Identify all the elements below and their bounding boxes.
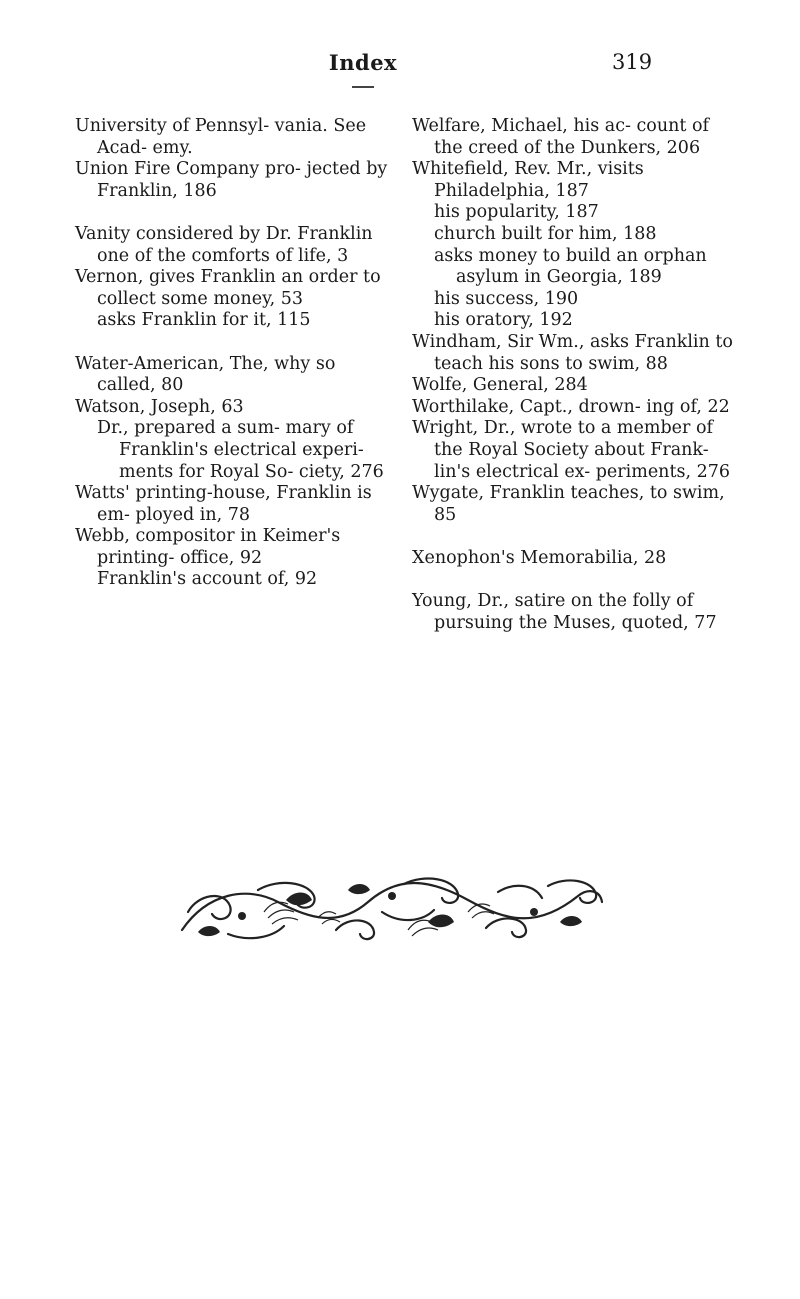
letter-gap bbox=[75, 202, 395, 224]
index-entry: Young, Dr., satire on the folly of pursuing the Muses, quoted, 77 bbox=[412, 591, 717, 633]
subentry-text: Franklin's account of, 92 bbox=[97, 569, 318, 590]
index-entry: Windham, Sir Wm., asks Franklin to teach his sons to swim, 88 bbox=[412, 331, 733, 374]
index-entry: Wolfe, General, 284 bbox=[412, 375, 588, 396]
index-subentry bbox=[412, 246, 742, 289]
index-entry: Webb, compositor in Keimer's printing- office, 92 bbox=[75, 526, 341, 568]
index-entry: Watts' printing-house, Franklin is em- ployed in, 78 bbox=[75, 483, 372, 525]
index-subentry bbox=[412, 224, 742, 246]
index-subentry bbox=[75, 310, 395, 332]
index-subentry bbox=[75, 418, 395, 483]
index-subentry bbox=[75, 569, 395, 591]
index-entry: University of Pennsyl- vania. See Acad- emy. bbox=[75, 116, 367, 158]
index-entry: Watson, Joseph, 63 bbox=[75, 396, 244, 417]
subentry-text: Dr., prepared a sum- mary of Franklin's electrical experi- ments for Royal So- ciety, 276 bbox=[97, 418, 384, 482]
subentry-text: asks money to build an orphan asylum in Georgia, 189 bbox=[434, 245, 707, 288]
index-column-left bbox=[75, 116, 395, 591]
index-entry: Union Fire Company pro- jected by Franklin, 186 bbox=[75, 159, 388, 201]
subentry-text: his popularity, 187 bbox=[434, 202, 599, 223]
subentry-text: church built for him, 188 bbox=[434, 223, 657, 244]
index-entry: Xenophon's Memorabilia, 28 bbox=[412, 547, 667, 568]
index-entry: Wright, Dr., wrote to a member of the Royal Society about Frank- lin's electrical ex- periments, 276 bbox=[412, 418, 730, 482]
index-entry: Worthilake, Capt., drown- ing of, 22 bbox=[412, 396, 730, 417]
index-subentry bbox=[412, 289, 742, 311]
index-entry: Water-American, The, why so called, 80 bbox=[75, 353, 336, 396]
index-subentry bbox=[412, 310, 742, 332]
subentry-text: his oratory, 192 bbox=[434, 310, 573, 331]
index-column-right bbox=[412, 116, 742, 634]
index-entry: Whitefield, Rev. Mr., visits Philadelphia, 187 bbox=[412, 159, 644, 201]
subentry-text: asks Franklin for it, 115 bbox=[97, 310, 311, 331]
running-title: Index bbox=[328, 50, 398, 75]
page-number: 319 bbox=[612, 50, 653, 74]
index-entry: Welfare, Michael, his ac- count of the creed of the Dunkers, 206 bbox=[412, 116, 709, 158]
vine-scroll-ornament-icon bbox=[168, 872, 614, 948]
title-rule bbox=[352, 86, 374, 88]
index-entry: Vanity considered by Dr. Franklin one of the comforts of life, 3 bbox=[75, 223, 373, 266]
letter-gap bbox=[412, 569, 742, 591]
letter-gap bbox=[412, 526, 742, 548]
subentry-text: his success, 190 bbox=[434, 288, 579, 309]
index-entry: Vernon, gives Franklin an order to collect some money, 53 bbox=[75, 267, 381, 309]
index-entry: Wygate, Franklin teaches, to swim, 85 bbox=[412, 483, 725, 525]
letter-gap bbox=[75, 332, 395, 354]
page-header bbox=[0, 50, 800, 96]
index-subentry bbox=[412, 202, 742, 224]
